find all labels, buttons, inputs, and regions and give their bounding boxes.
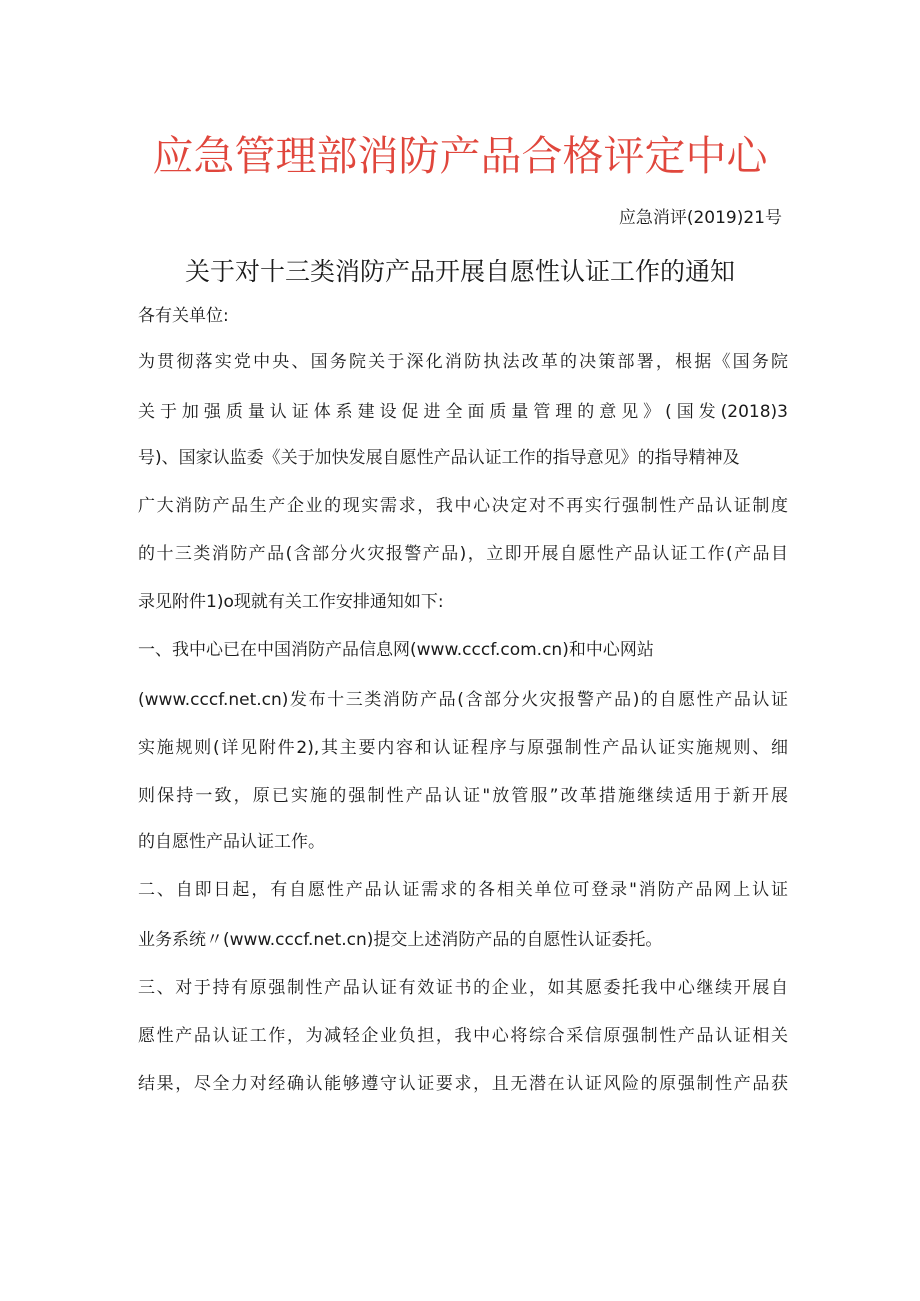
body-line: 愿性产品认证工作，为减轻企业负担，我中心将综合采信原强制性产品认证相关	[138, 1026, 788, 1046]
body-line: 业务系统〃(www.cccf.net.cn)提交上述消防产品的自愿性认证委托。	[138, 930, 663, 950]
body-line: 广大消防产品生产企业的现实需求，我中心决定对不再实行强制性产品认证制度	[138, 496, 788, 516]
salutation: 各有关单位:	[138, 306, 229, 326]
body-line: 号)、国家认监委《关于加快发展自愿性产品认证工作的指导意见》的指导精神及	[138, 448, 740, 468]
body-line: 结果，尽全力对经确认能够遵守认证要求，且无潜在认证风险的原强制性产品获	[138, 1074, 788, 1094]
body-line: (www.cccf.net.cn)发布十三类消防产品(含部分火灾报警产品)的自愿性产品认证	[138, 690, 788, 710]
body-line: 实施规则(详见附件2),其主要内容和认证程序与原强制性产品认证实施规则、细	[138, 738, 788, 758]
notice-title: 关于对十三类消防产品开展自愿性认证工作的通知	[184, 257, 735, 286]
body-line: 的十三类消防产品(含部分火灾报警产品)，立即开展自愿性产品认证工作(产品目	[138, 544, 788, 564]
organization-title: 应急管理部消防产品合格评定中心	[152, 132, 768, 180]
body-line: 三、对于持有原强制性产品认证有效证书的企业，如其愿委托我中心继续开展自	[138, 978, 788, 998]
document-number: 应急消评(2019)21号	[618, 208, 782, 228]
body-line: 为贯彻落实党中央、国务院关于深化消防执法改革的决策部署，根据《国务院	[138, 352, 788, 372]
body-line: 的自愿性产品认证工作。	[138, 832, 325, 852]
body-line: 关于加强质量认证体系建设促进全面质量管理的意见》(国发(2018)3	[138, 402, 788, 422]
body-line: 录见附件1)o现就有关工作安排通知如下:	[138, 592, 444, 612]
body-line: 二、自即日起，有自愿性产品认证需求的各相关单位可登录"消防产品网上认证	[138, 880, 788, 900]
body-line: 则保持一致，原已实施的强制性产品认证"放管服”改革措施继续适用于新开展	[138, 786, 788, 806]
body-line: 一、我中心已在中国消防产品信息网(www.cccf.com.cn)和中心网站	[138, 640, 654, 660]
